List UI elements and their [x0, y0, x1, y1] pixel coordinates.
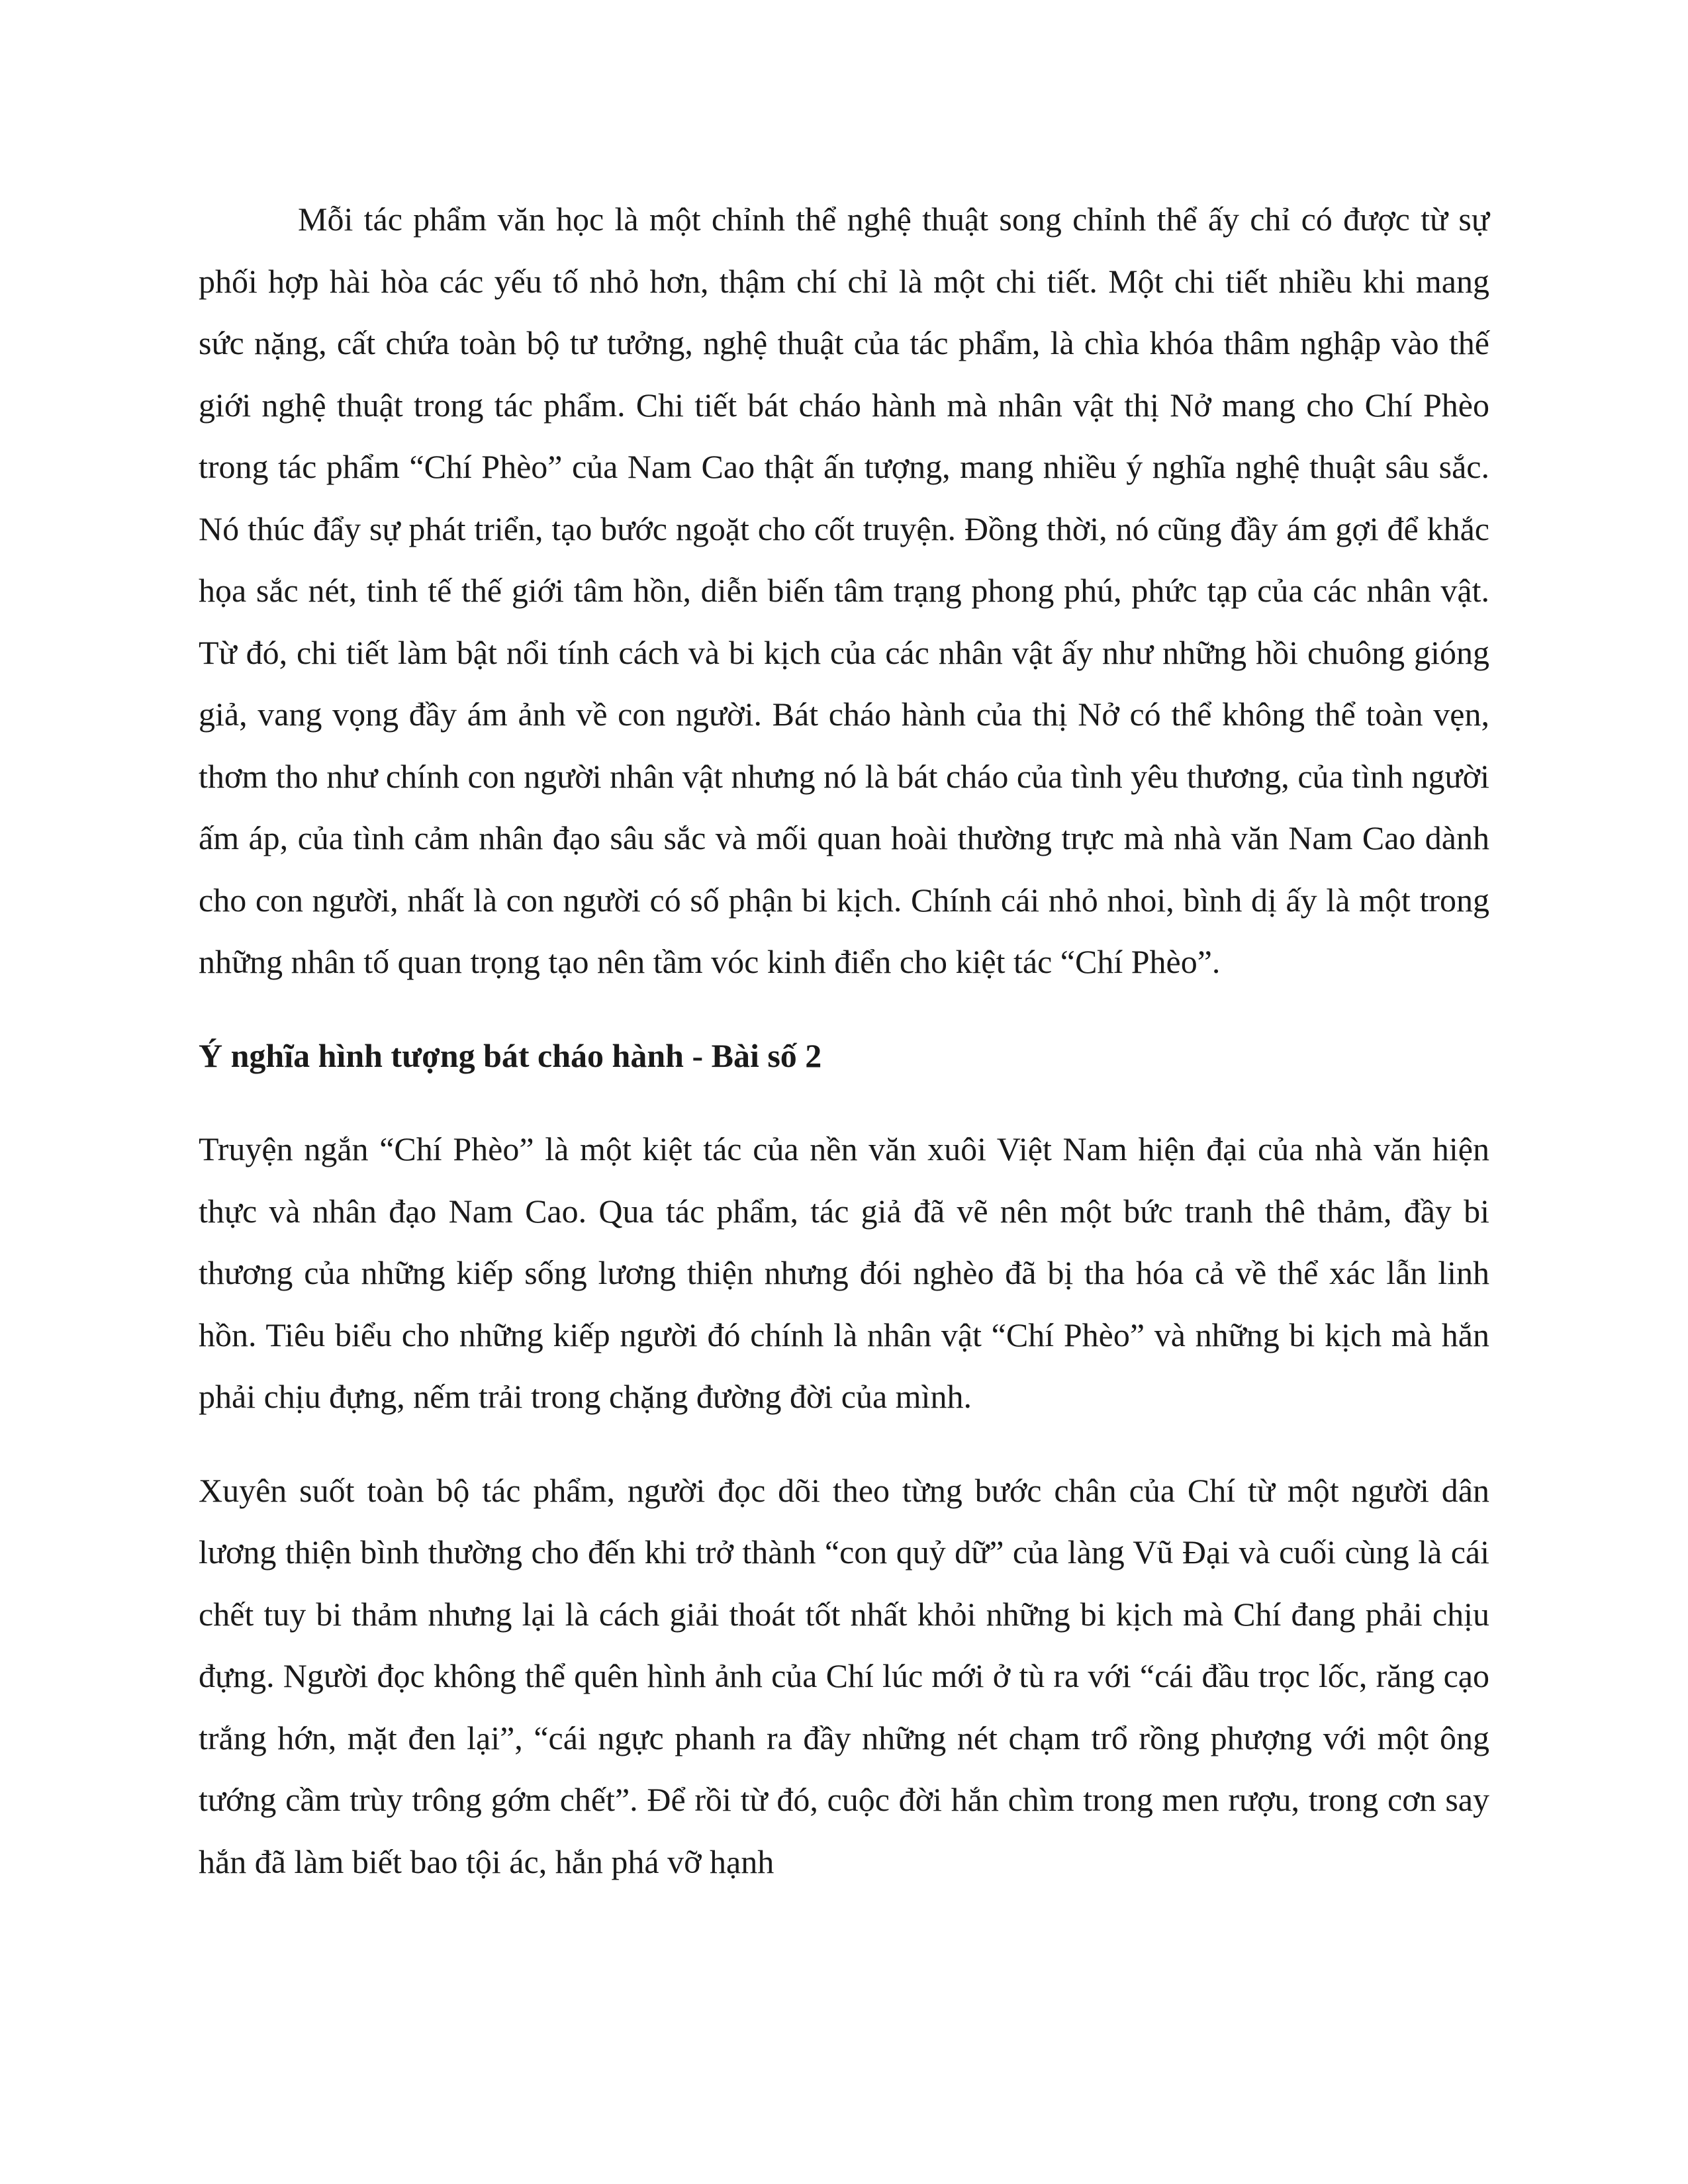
section-heading: Ý nghĩa hình tượng bát cháo hành - Bài số 2: [199, 1036, 822, 1074]
paragraph-essay-2-intro: Truyện ngắn “Chí Phèo” là một kiệt tác của nền văn xuôi Việt Nam hiện đại của nhà văn hiện thực và nhân đạo Nam Cao. Qua tác phẩm, tác giả đã vẽ nên một bức tranh thê thảm, đầy bi thương của những kiếp sống lương thiện nhưng đói nghèo đã bị tha hóa cả về thể xác lẫn linh hồn. Tiêu biểu cho những kiếp người đó chính là nhân vật “Chí Phèo” và những bi kịch mà hắn phải chịu đựng, nếm trải trong chặng đường đời của mình.: [199, 1130, 1489, 1415]
document-page: [199, 189, 1489, 1893]
paragraph-intro: Mỗi tác phẩm văn học là một chỉnh thể nghệ thuật song chỉnh thể ấy chỉ có được từ sự phối hợp hài hòa các yếu tố nhỏ hơn, thậm chí chỉ là một chi tiết. Một chi tiết nhiều khi mang sức nặng, cất chứa toàn bộ tư tưởng, nghệ thuật của tác phẩm, là chìa khóa thâm nghập vào thế giới nghệ thuật trong tác phẩm. Chi tiết bát cháo hành mà nhân vật thị Nở mang cho Chí Phèo trong tác phẩm “Chí Phèo” của Nam Cao thật ấn tượng, mang nhiều ý nghĩa nghệ thuật sâu sắc. Nó thúc đẩy sự phát triển, tạo bước ngoặt cho cốt truyện. Đồng thời, nó cũng đầy ám gợi để khắc họa sắc nét, tinh tế thế giới tâm hồn, diễn biến tâm trạng phong phú, phức tạp của các nhân vật. Từ đó, chi tiết làm bật nổi tính cách và bi kịch của các nhân vật ấy như những hồi chuông gióng giả, vang vọng đầy ám ảnh về con người. Bát cháo hành của thị Nở có thể không thể toàn vẹn, thơm tho như chính con người nhân vật nhưng nó là bát cháo của tình yêu thương, của tình người ấm áp, của tình cảm nhân đạo sâu sắc và mối quan hoài thường trực mà nhà văn Nam Cao dành cho con người, nhất là con người có số phận bi kịch. Chính cái nhỏ nhoi, bình dị ấy là một trong những nhân tố quan trọng tạo nên tầm vóc kinh điển cho kiệt tác “Chí Phèo”.: [199, 201, 1489, 980]
paragraph-essay-2-body: Xuyên suốt toàn bộ tác phẩm, người đọc dõi theo từng bước chân của Chí từ một người dân lương thiện bình thường cho đến khi trở thành “con quỷ dữ” của làng Vũ Đại và cuối cùng là cái chết tuy bi thảm nhưng lại là cách giải thoát tốt nhất khỏi những bi kịch mà Chí đang phải chịu đựng. Người đọc không thể quên hình ảnh của Chí lúc mới ở tù ra với “cái đầu trọc lốc, răng cạo trắng hớn, mặt đen lại”, “cái ngực phanh ra đầy những nét chạm trổ rồng phượng với một ông tướng cầm trùy trông gớm chết”. Để rồi từ đó, cuộc đời hắn chìm trong men rượu, trong cơn say hắn đã làm biết bao tội ác, hắn phá vỡ hạnh: [199, 1471, 1489, 1880]
